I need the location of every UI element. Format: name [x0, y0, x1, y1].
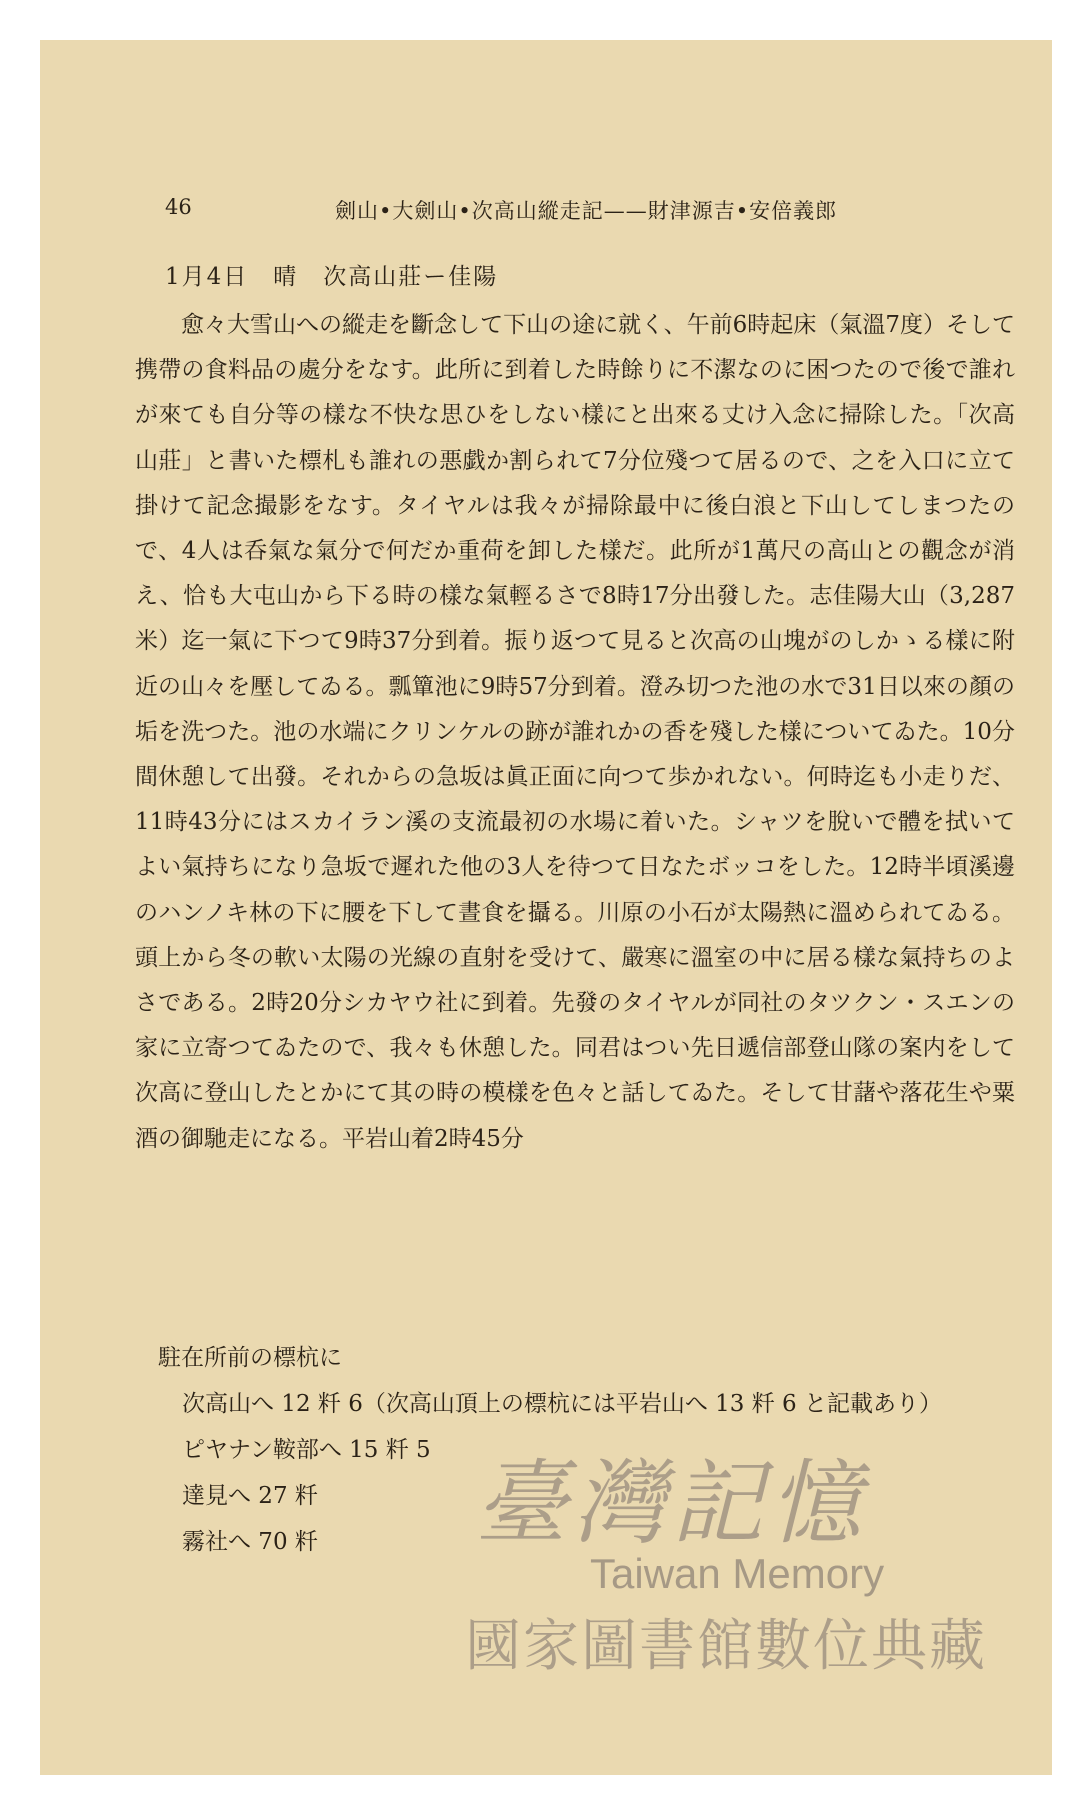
marker-post-list [158, 1381, 942, 1565]
marker-post-title: 駐在所前の標杭に [158, 1345, 342, 1371]
watermark-script-logo: 臺灣記憶 [475, 1450, 868, 1557]
marker-entry-piyanan: ピヤナン鞍部へ 15 粁 5 [182, 1437, 431, 1463]
body-paragraph: 愈々大雪山への縱走を斷念して下山の途に就く、午前6時起床（氣溫7度）そして携帶の食料品の處分をなす。此所に到着した時餘りに不潔なのに困つたので後で誰れが來ても自分等の樣な不快な思ひをしない樣にと出來る丈け入念に掃除した。「次高山莊」と書いた標札も誰れの悪戯か割られて7分位殘つて居るので、之を入口に立て掛けて記念撮影をなす。タイヤルは我々が掃除最中に後白浪と下山してしまつたので、4人は呑氣な氣分で何だか重荷を卸した樣だ。此所が1萬尺の高山との觀念が消え、恰も大屯山から下る時の樣な氣輕るさで8時17分出發した。志佳陽大山（3,287米）迄一氣に下つて9時37分到着。振り返つて見ると次高の山塊がのしかゝる樣に附近の山々を壓してゐる。瓢簞池に9時57分到着。澄み切つた池の水で31日以來の顏の垢を洗つた。池の水端にクリンケルの跡が誰れかの香を殘した樣についてゐた。10分間休憩して出發。それからの急坂は眞正面に向つて歩かれない。何時迄も小走りだ、11時43分にはスカイラン溪の支流最初の水場に着いた。シャツを脫いで體を拭いてよい氣持ちになり急坂で遲れた他の3人を待つて日なたボッコをした。12時半頃溪邊のハンノキ林の下に腰を下して晝食を攝る。川原の小石が太陽熱に溫められてゐる。頭上から冬の軟い太陽の光線の直射を受けて、嚴寒に溫室の中に居る樣な氣持ちのよさである。2時20分シカヤウ社に到着。先發のタイヤルが同社のタツクン・スエンの家に立寄つてゐたので、我々も休憩した。同君はつい先日遞信部登山隊の案内をして次高に登山したとかにて其の時の模樣を色々と話してゐた。そして甘藷や落花生や粟酒の御馳走になる。平岩山着2時45分 [135, 312, 1016, 1152]
page-number: 46 [165, 195, 192, 219]
running-header [40, 195, 1052, 235]
marker-entry-tsugitaka: 次高山へ 12 粁 6（次高山頂上の標杭には平岩山へ 13 粁 6 と記載あり） [182, 1391, 942, 1417]
running-title: 劍山•大劍山•次高山縱走記——財津源吉•安倍義郎 [335, 199, 838, 223]
marker-entry-tatsumi: 達見へ 27 粁 [182, 1483, 318, 1509]
page-text-area [40, 40, 1052, 1775]
watermark-organization: 國家圖書館數位典藏 [465, 1614, 987, 1679]
marker-post-section [158, 1335, 942, 1565]
watermark-latin-text: Taiwan Memory [590, 1550, 885, 1597]
scanned-page [40, 40, 1052, 1775]
date-heading: 1月4日 晴 次高山莊ー佳陽 [165, 264, 499, 290]
marker-entry-musha: 霧社へ 70 粁 [182, 1529, 318, 1555]
